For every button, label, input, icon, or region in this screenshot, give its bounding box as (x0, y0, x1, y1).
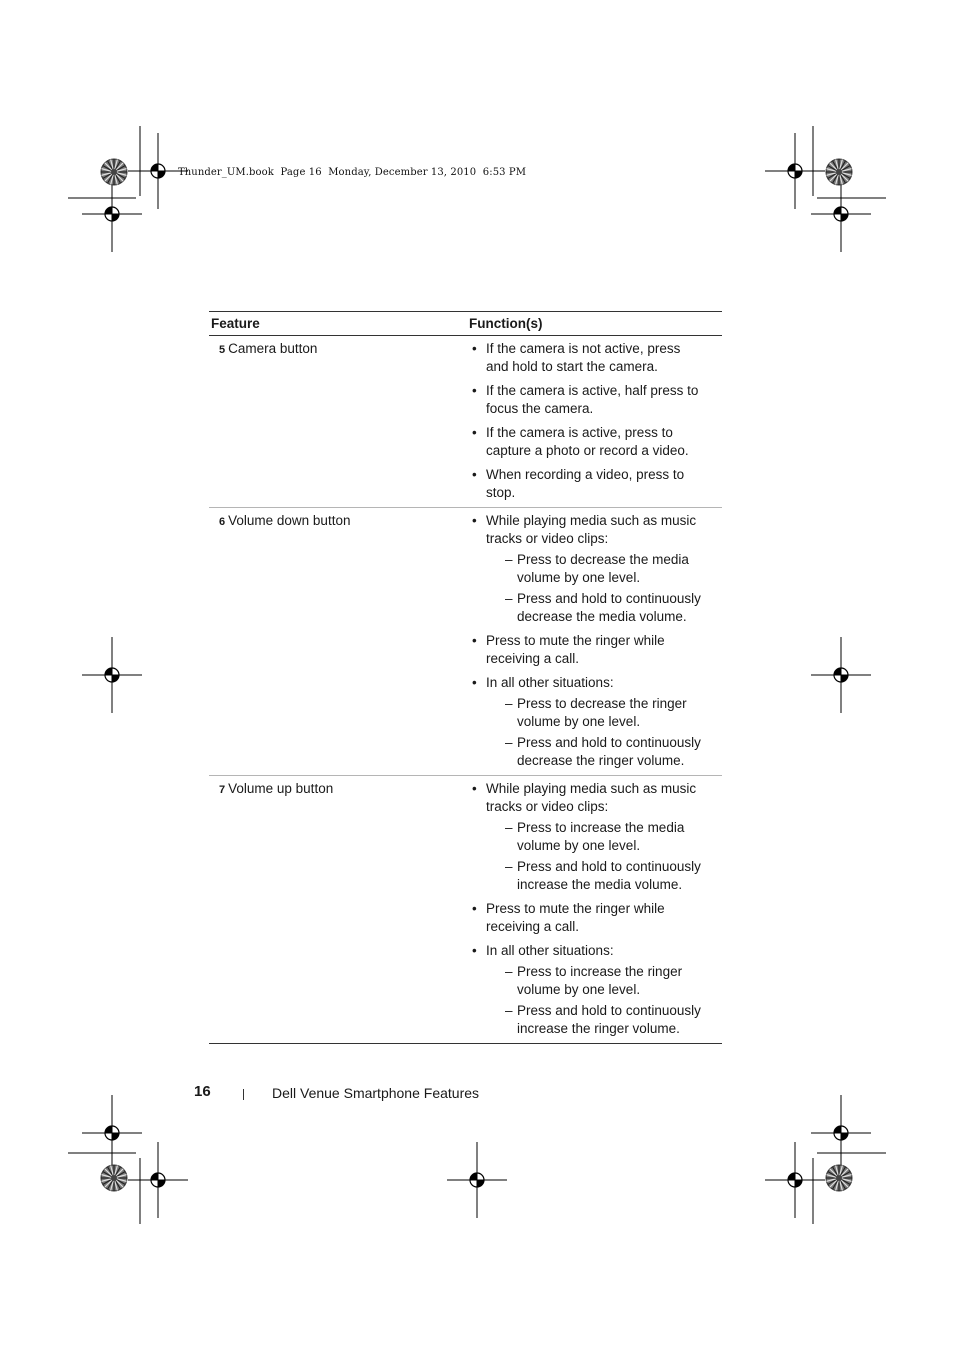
bullet-glyph: • (472, 513, 477, 528)
crosshair-registration-icon (811, 1095, 871, 1171)
sub-text-line: Press to increase the ringer (517, 964, 683, 979)
bullet-text-line: tracks or video clips: (486, 799, 609, 814)
function-bullet (467, 674, 718, 770)
function-bullet (467, 424, 718, 460)
function-sub-item (486, 1002, 718, 1038)
crosshair-registration-icon (765, 1142, 825, 1218)
function-bullet (467, 632, 718, 668)
function-sub-item (486, 963, 718, 999)
bullet-text-line: capture a photo or record a video. (486, 443, 689, 458)
bullet-text-line: When recording a video, press to (486, 467, 685, 482)
crosshair-registration-icon (128, 133, 188, 209)
dash-glyph: – (505, 591, 513, 606)
bullet-text-line: If the camera is active, half press to (486, 383, 699, 398)
feature-cell (209, 779, 467, 1041)
feature-cell (209, 511, 467, 773)
table-row (209, 336, 722, 508)
bullet-text-line: In all other situations: (486, 675, 614, 690)
crosshair-registration-icon (82, 176, 142, 252)
dash-glyph: – (505, 552, 513, 567)
page-number: 16 (194, 1083, 211, 1100)
sub-text-line: Press and hold to continuously (517, 859, 701, 874)
bullet-text-line: If the camera is not active, press (486, 341, 681, 356)
sub-text-line: decrease the media volume. (517, 609, 687, 624)
functions-cell (467, 779, 722, 1041)
crosshair-registration-icon (447, 1142, 507, 1218)
bullet-glyph: • (472, 781, 477, 796)
bullet-text-line: and hold to start the camera. (486, 359, 658, 374)
header-feature: Feature (211, 316, 260, 331)
feature-number: 6 (219, 516, 226, 528)
table-header (209, 312, 722, 336)
dash-glyph: – (505, 859, 513, 874)
bullet-text-line: In all other situations: (486, 943, 614, 958)
chapter-title: Dell Venue Smartphone Features (272, 1085, 480, 1101)
function-sub-item (486, 858, 718, 894)
sub-text-line: Press to increase the media (517, 820, 685, 835)
feature-label: Volume down button (228, 513, 351, 528)
dash-glyph: – (505, 964, 513, 979)
table-row (209, 776, 722, 1044)
function-sub-item (486, 734, 718, 770)
function-sub-item (486, 819, 718, 855)
sub-text-line: Press and hold to continuously (517, 1003, 701, 1018)
function-bullet (467, 340, 718, 376)
starburst-target-icon (101, 159, 127, 185)
bullet-text-line: Press to mute the ringer while (486, 901, 665, 916)
feature-label: Camera button (228, 341, 318, 356)
bullet-glyph: • (472, 943, 477, 958)
bullet-text-line: While playing media such as music (486, 513, 697, 528)
feature-cell (209, 339, 467, 505)
functions-cell (467, 511, 722, 773)
table-row (209, 508, 722, 776)
sub-text-line: Press and hold to continuously (517, 591, 701, 606)
function-sub-item (486, 695, 718, 731)
sub-text-line: Press and hold to continuously (517, 735, 701, 750)
function-bullet (467, 780, 718, 894)
dash-glyph: – (505, 820, 513, 835)
bullet-text-line: tracks or video clips: (486, 531, 609, 546)
sub-text-line: Press to decrease the ringer (517, 696, 687, 711)
bullet-text-line: Press to mute the ringer while (486, 633, 665, 648)
sub-text-line: increase the media volume. (517, 877, 683, 892)
function-sub-item (486, 590, 718, 626)
bullet-glyph: • (472, 341, 477, 356)
dash-glyph: – (505, 735, 513, 750)
bullet-text-line: stop. (486, 485, 516, 500)
starburst-target-icon (826, 159, 852, 185)
feature-number: 5 (219, 344, 226, 356)
footer-divider (243, 1089, 244, 1100)
feature-table (209, 311, 722, 1044)
crosshair-registration-icon (128, 1142, 188, 1218)
print-slug: Thunder_UM.book Page 16 Monday, December 13, 2010 6:53 PM (178, 167, 527, 178)
dash-glyph: – (505, 696, 513, 711)
bullet-text-line: If the camera is active, press to (486, 425, 673, 440)
function-sub-item (486, 551, 718, 587)
feature-number: 7 (219, 784, 226, 796)
function-bullet (467, 466, 718, 502)
crosshair-registration-icon (811, 637, 871, 713)
sub-text-line: volume by one level. (517, 982, 641, 997)
sub-text-line: volume by one level. (517, 714, 641, 729)
bullet-glyph: • (472, 633, 477, 648)
crosshair-registration-icon (82, 637, 142, 713)
sub-text-line: decrease the ringer volume. (517, 753, 685, 768)
starburst-target-icon (101, 1165, 127, 1191)
dash-glyph: – (505, 1003, 513, 1018)
bullet-glyph: • (472, 383, 477, 398)
header-functions: Function(s) (469, 316, 543, 331)
crosshair-registration-icon (811, 176, 871, 252)
feature-label: Volume up button (228, 781, 334, 796)
bullet-text-line: receiving a call. (486, 919, 580, 934)
sub-text-line: Press to decrease the media (517, 552, 689, 567)
bullet-text-line: receiving a call. (486, 651, 580, 666)
crosshair-registration-icon (82, 1095, 142, 1171)
function-bullet (467, 512, 718, 626)
functions-cell (467, 339, 722, 505)
function-bullet (467, 900, 718, 936)
bullet-glyph: • (472, 901, 477, 916)
function-bullet (467, 382, 718, 418)
crosshair-registration-icon (765, 133, 825, 209)
bullet-glyph: • (472, 425, 477, 440)
starburst-target-icon (826, 1165, 852, 1191)
function-bullet (467, 942, 718, 1038)
bullet-text-line: focus the camera. (486, 401, 594, 416)
sub-text-line: increase the ringer volume. (517, 1021, 680, 1036)
bullet-glyph: • (472, 467, 477, 482)
sub-text-line: volume by one level. (517, 838, 641, 853)
bullet-glyph: • (472, 675, 477, 690)
sub-text-line: volume by one level. (517, 570, 641, 585)
bullet-text-line: While playing media such as music (486, 781, 697, 796)
